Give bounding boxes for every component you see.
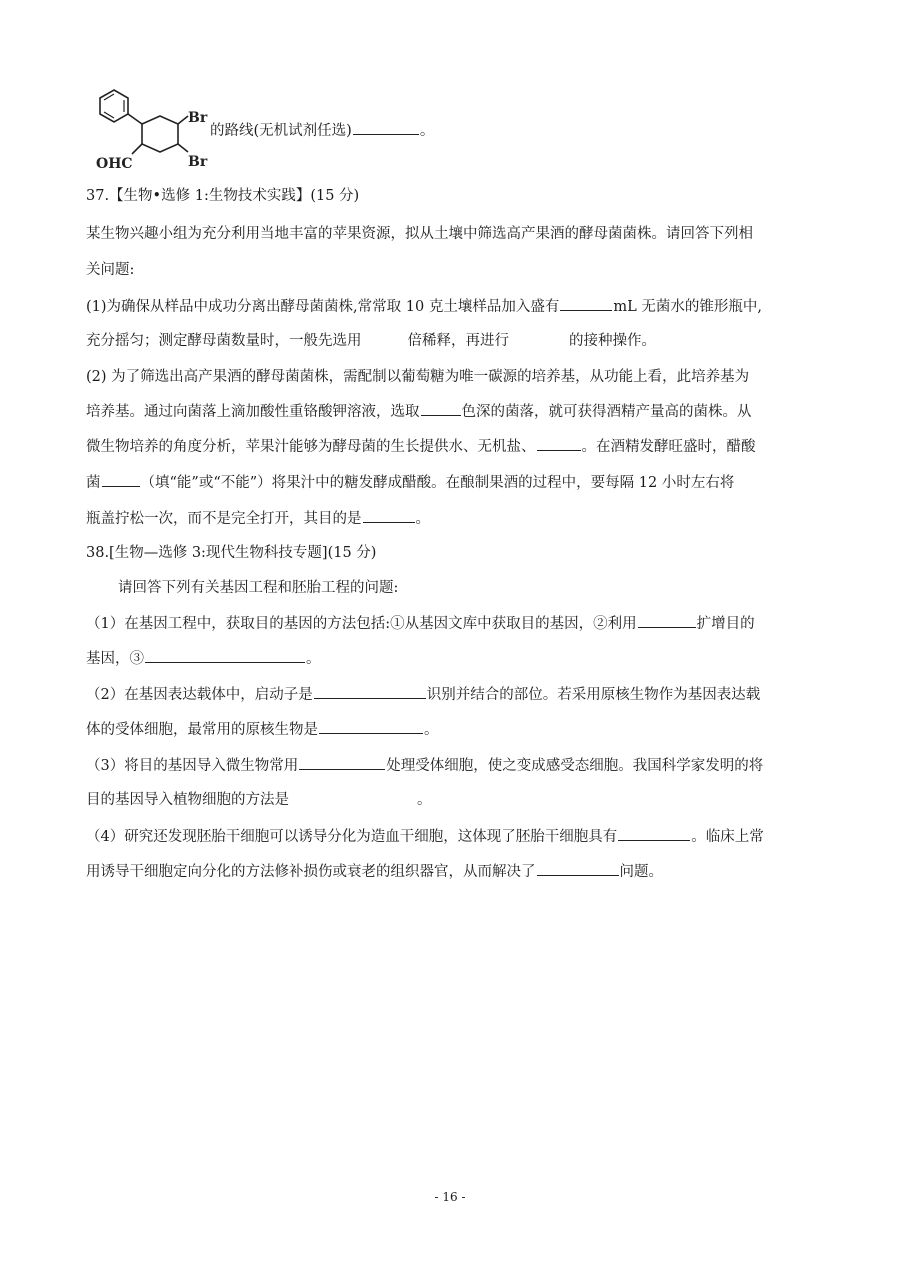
answer-blank[interactable]	[353, 120, 419, 135]
q38-p4-a: （4）研究还发现胚胎干细胞可以诱导分化为造血干细胞，这体现了胚胎干细胞具有	[86, 829, 618, 845]
answer-blank[interactable]	[314, 684, 426, 699]
q38-intro: 请回答下列有关基因工程和胚胎工程的问题:	[118, 580, 399, 596]
q38-p1-b: 扩增目的	[696, 616, 755, 632]
q37-p2-i: 。	[415, 511, 430, 527]
answer-blank[interactable]	[618, 826, 690, 841]
q38-p1-d: 。	[306, 651, 321, 667]
q38-p4-d: 问题。	[619, 864, 663, 880]
q38-p3-a: （3）将目的基因导入微生物常用	[86, 758, 299, 774]
q37-p1-b: mL 无菌水的锥形瓶中,	[613, 299, 762, 315]
q37-p2-e: 。在酒精发酵旺盛时，醋酸	[581, 439, 756, 455]
answer-blank[interactable]	[299, 755, 385, 770]
q38-p4-c: 用诱导干细胞定向分化的方法修补损伤或衰老的组织器官，从而解决了	[86, 864, 536, 880]
q37-part1-line2	[86, 331, 656, 351]
q37-p2-h: 瓶盖拧松一次，而不是完全打开，其目的是	[86, 511, 362, 527]
q38-p4-b: 。临床上常	[691, 829, 764, 845]
answer-blank[interactable]	[560, 296, 612, 311]
q38-part2-line2	[86, 719, 439, 740]
q38-p2-d: 。	[424, 722, 439, 738]
q38-p2-c: 体的受体细胞，最常用的原核生物是	[86, 722, 318, 738]
q37-part2-line4	[86, 472, 734, 493]
q37-p2-g: （填“能”或“不能”）将果汁中的糖发酵成醋酸。在酿制果酒的过程中，要每隔 12 小时左右将	[140, 475, 735, 491]
q37-heading: 37.【生物•选修 1:生物技术实践】(15 分)	[86, 188, 360, 204]
q37-part2-line3	[86, 436, 756, 457]
q38-p1-c: 基因，③	[86, 651, 144, 667]
q37-p1-e: 的接种操作。	[569, 333, 656, 349]
q38-part4-line2	[86, 861, 663, 882]
molecule-structure	[92, 86, 212, 176]
q37-p1-a: (1)为确保从样品中成功分离出酵母菌菌株,常常取 10 克土壤样品加入盛有	[86, 299, 560, 315]
answer-blank[interactable]	[537, 861, 619, 876]
answer-blank[interactable]	[145, 648, 305, 663]
q38-part1-line2	[86, 648, 321, 669]
answer-blank[interactable]	[537, 436, 581, 451]
q37-part2-line1: (2) 为了筛选出高产果酒的酵母菌菌株，需配制以葡萄糖为唯一碳源的培养基，从功能上看，此培养基为	[86, 369, 750, 385]
q37-p1-d: 倍稀释，再进行	[407, 333, 509, 349]
q38-p3-b: 处理受体细胞，使之变成感受态细胞。我国科学家发明的将	[386, 758, 764, 774]
q37-p2-b: 培养基。通过向菌落上滴加酸性重铬酸钾溶液，选取	[86, 404, 420, 420]
br-label-bottom: Br	[188, 154, 208, 170]
q37-p2-d: 微生物培养的角度分析，苹果汁能够为酵母菌的生长提供水、无机盐、	[86, 439, 536, 455]
q37-part2-line2	[86, 401, 752, 422]
synthesis-end: 。	[419, 123, 435, 139]
q38-p1-a: （1）在基因工程中，获取目的基因的方法包括:①从基因文库中获取目的基因，②利用	[86, 616, 637, 632]
q37-part1-line1	[86, 296, 762, 317]
answer-blank[interactable]	[363, 508, 415, 523]
page-number: - 16 -	[434, 1190, 466, 1204]
cho-label: OHC	[96, 156, 133, 172]
q38-p2-b: 识别并结合的部位。若采用原核生物作为基因表达载	[426, 687, 761, 703]
q37-intro-line1: 某生物兴趣小组为充分利用当地丰富的苹果资源，拟从土壤中筛选高产果酒的酵母菌菌株。请回答下列相	[86, 226, 753, 242]
q38-part3-line2	[86, 790, 432, 810]
q38-part3-line1	[86, 755, 763, 776]
q38-part4-line1	[86, 826, 764, 847]
answer-blank[interactable]	[319, 719, 423, 734]
q37-intro-line2: 关问题:	[86, 262, 135, 278]
q37-p2-f: 菌	[86, 475, 101, 491]
synthesis-text: 的路线(无机试剂任选)	[210, 123, 352, 139]
answer-blank[interactable]	[638, 613, 696, 628]
answer-blank[interactable]	[102, 472, 140, 487]
q38-part2-line1	[86, 684, 760, 705]
answer-blank[interactable]	[421, 401, 461, 416]
q37-part2-line5	[86, 508, 430, 529]
q37-p1-c: 充分摇匀；测定酵母菌数量时，一般先选用	[86, 333, 362, 349]
q38-part1-line1	[86, 613, 755, 634]
q38-heading: 38.[生物—选修 3:现代生物科技专题](15 分)	[86, 545, 377, 561]
q38-p3-c: 目的基因导入植物细胞的方法是	[86, 792, 289, 808]
synthesis-route-text	[210, 120, 434, 141]
q38-p2-a: （2）在基因表达载体中，启动子是	[86, 687, 313, 703]
br-label-top: Br	[188, 110, 208, 126]
q38-p3-d: 。	[417, 792, 432, 808]
q37-p2-c: 色深的菌落，就可获得酒精产量高的菌株。从	[461, 404, 752, 420]
